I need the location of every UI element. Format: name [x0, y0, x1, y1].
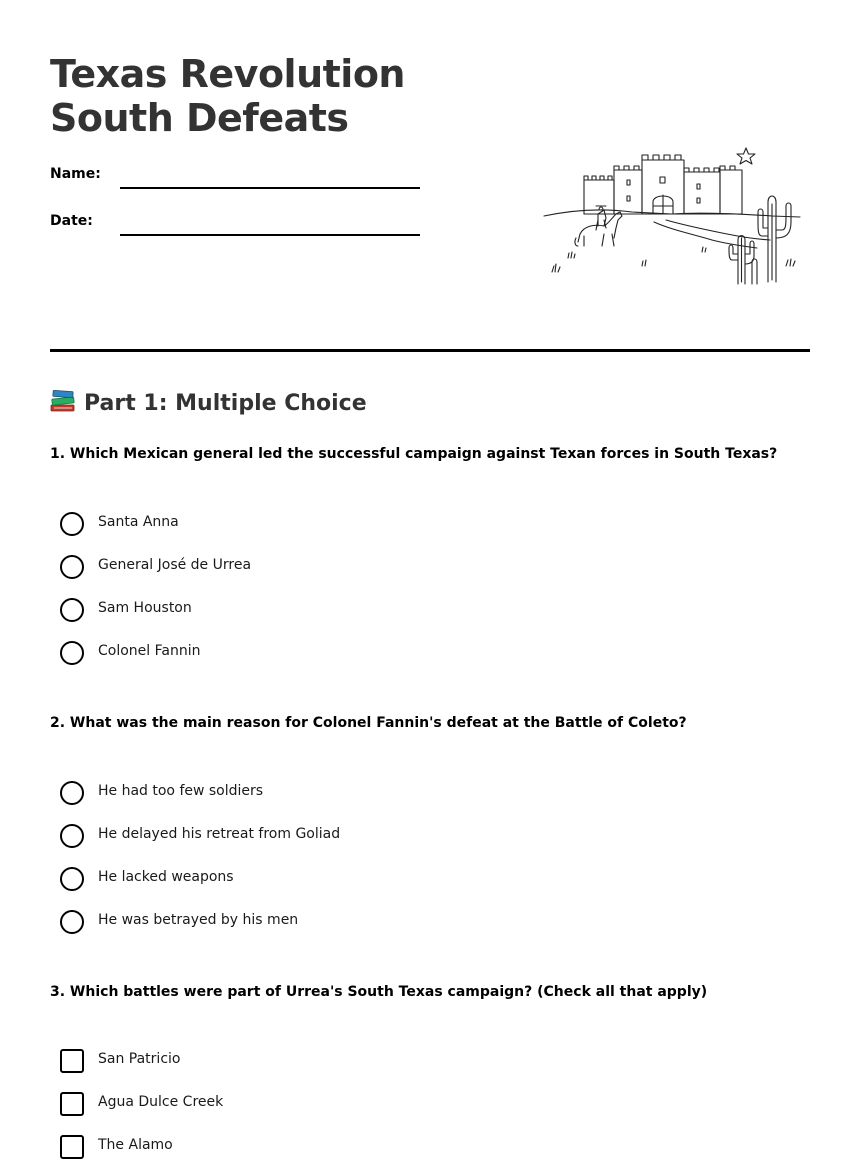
q2-option-3[interactable]	[60, 867, 660, 893]
radio-button[interactable]	[60, 781, 84, 805]
q1-option-1[interactable]	[60, 512, 660, 538]
worksheet-title: Texas Revolution South Defeats	[50, 52, 405, 140]
part1-title-text: Part 1: Multiple Choice	[84, 391, 367, 416]
fort-and-cowboy-illustration	[542, 142, 802, 292]
option-label: Colonel Fannin	[98, 643, 201, 659]
radio-button[interactable]	[60, 555, 84, 579]
question-1: 1. Which Mexican general led the successful campaign against Texan forces in South Texas?	[50, 446, 778, 462]
checkbox[interactable]	[60, 1049, 84, 1073]
option-label: General José de Urrea	[98, 557, 252, 573]
date-input-line[interactable]	[120, 234, 420, 236]
q2-option-4[interactable]	[60, 910, 660, 936]
q2-option-2[interactable]	[60, 824, 660, 850]
question-3: 3. Which battles were part of Urrea's South Texas campaign? (Check all that apply)	[50, 984, 708, 1000]
option-label: San Patricio	[98, 1051, 181, 1067]
option-label: Agua Dulce Creek	[98, 1094, 224, 1110]
option-label: He had too few soldiers	[98, 783, 264, 799]
radio-button[interactable]	[60, 824, 84, 848]
name-field[interactable]	[50, 166, 420, 196]
checkbox[interactable]	[60, 1135, 84, 1159]
part1-title	[50, 389, 367, 416]
header-divider	[50, 349, 810, 352]
q3-option-3[interactable]	[60, 1135, 660, 1161]
name-input-line[interactable]	[120, 187, 420, 189]
q1-option-2[interactable]	[60, 555, 660, 581]
checkbox[interactable]	[60, 1092, 84, 1116]
q3-option-1[interactable]	[60, 1049, 660, 1075]
question-2: 2. What was the main reason for Colonel Fannin's defeat at the Battle of Coleto?	[50, 715, 687, 731]
option-label: He lacked weapons	[98, 869, 234, 885]
option-label: The Alamo	[98, 1137, 173, 1153]
books-icon	[50, 389, 76, 413]
option-label: Sam Houston	[98, 600, 192, 616]
q2-option-1[interactable]	[60, 781, 660, 807]
radio-button[interactable]	[60, 598, 84, 622]
q3-option-2[interactable]	[60, 1092, 660, 1118]
name-label: Name:	[50, 166, 101, 182]
date-field[interactable]	[50, 213, 420, 243]
radio-button[interactable]	[60, 641, 84, 665]
date-label: Date:	[50, 213, 93, 229]
option-label: He delayed his retreat from Goliad	[98, 826, 341, 842]
q1-option-4[interactable]	[60, 641, 660, 667]
q1-option-3[interactable]	[60, 598, 660, 624]
option-label: He was betrayed by his men	[98, 912, 299, 928]
radio-button[interactable]	[60, 910, 84, 934]
option-label: Santa Anna	[98, 514, 179, 530]
radio-button[interactable]	[60, 867, 84, 891]
radio-button[interactable]	[60, 512, 84, 536]
